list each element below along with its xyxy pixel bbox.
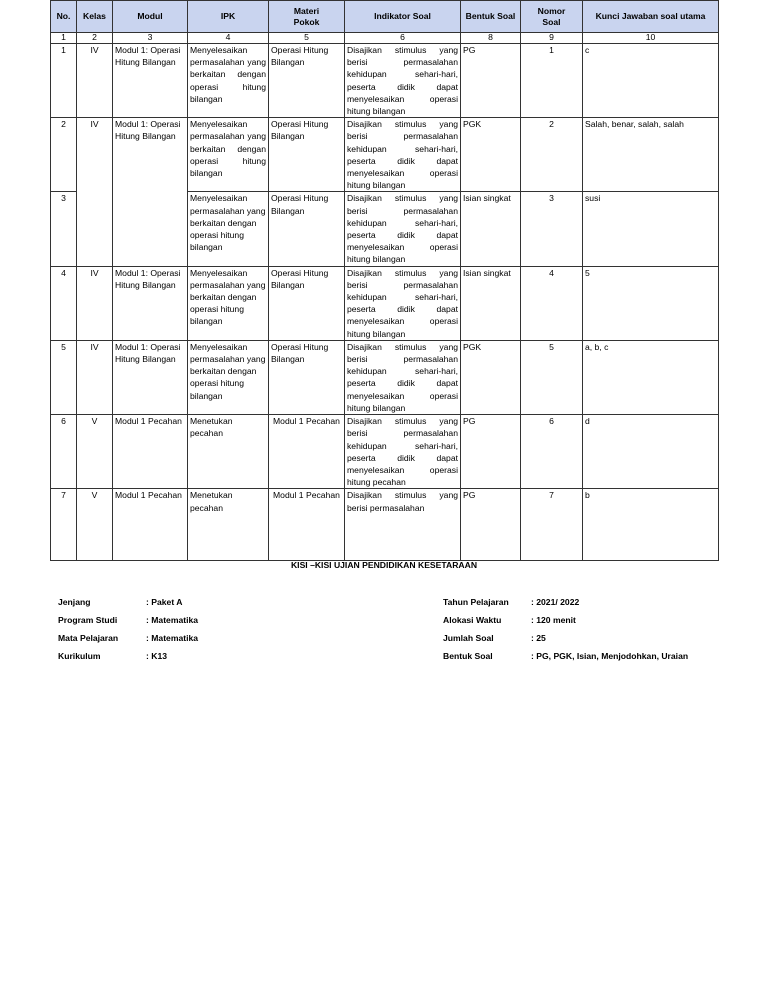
meta-row-bentuk-soal [443, 647, 688, 665]
cell-indikator-soal: Disajikan stimulus yang berisi permasalahan kehidupan sehari-hari, peserta didik dapat menyelesaikan operasi hitung pecahan [345, 415, 461, 489]
table-row [51, 118, 719, 192]
meta-value: : Matematika [146, 615, 199, 625]
cell-nomor-soal: 2 [521, 118, 583, 192]
cell-no: 3 [51, 192, 77, 266]
header-kunci-jawaban: Kunci Jawaban soal utama [583, 1, 719, 33]
meta-left-block [58, 593, 198, 665]
cell-nomor-soal: 5 [521, 340, 583, 414]
cell-kelas: IV [77, 266, 113, 340]
cell-bentuk-soal: PG [461, 415, 521, 489]
column-number: 3 [113, 33, 188, 44]
column-number: 5 [269, 33, 345, 44]
cell-ipk: Menyelesaikan permasalahan yang berkaitan dengan operasi hitung bilangan [188, 266, 269, 340]
meta-value: : 120 menit [531, 615, 576, 625]
meta-value: : Matematika [146, 633, 199, 643]
cell-materi-pokok: Modul 1 Pecahan [269, 415, 345, 489]
cell-ipk: Menyelesaikan permasalahan yang berkaitan dengan operasi hitung bilangan [188, 340, 269, 414]
cell-modul: Modul 1: Operasi Hitung Bilangan [113, 118, 188, 266]
cell-materi-pokok: Modul 1 Pecahan [269, 489, 345, 561]
table-row [51, 340, 719, 414]
cell-no: 6 [51, 415, 77, 489]
meta-key: Mata Pelajaran [58, 633, 119, 643]
meta-right-block [443, 593, 688, 665]
cell-kunci-jawaban: b [583, 489, 719, 561]
meta-row-alokasi-waktu [443, 611, 688, 629]
cell-kelas: IV [77, 340, 113, 414]
header-no: No. [51, 1, 77, 33]
header-materi-pokok: Materi Pokok [269, 1, 345, 33]
cell-ipk: Menetukan pecahan [188, 415, 269, 489]
cell-kunci-jawaban: Salah, benar, salah, salah [583, 118, 719, 192]
cell-no: 4 [51, 266, 77, 340]
cell-modul: Modul 1: Operasi Hitung Bilangan [113, 44, 188, 118]
column-number: 4 [188, 33, 269, 44]
cell-materi-pokok: Operasi Hitung Bilangan [269, 340, 345, 414]
column-number: 1 [51, 33, 77, 44]
cell-modul: Modul 1: Operasi Hitung Bilangan [113, 266, 188, 340]
meta-row-jumlah-soal [443, 629, 688, 647]
cell-kunci-jawaban: susi [583, 192, 719, 266]
cell-bentuk-soal: PG [461, 44, 521, 118]
header-indikator-soal: Indikator Soal [345, 1, 461, 33]
meta-row-tahun-pelajaran [443, 593, 688, 611]
meta-key: Jenjang [58, 597, 91, 607]
cell-nomor-soal: 3 [521, 192, 583, 266]
meta-key: Tahun Pelajaran [443, 597, 509, 607]
column-number: 2 [77, 33, 113, 44]
meta-key: Kurikulum [58, 651, 101, 661]
cell-nomor-soal: 4 [521, 266, 583, 340]
cell-nomor-soal: 1 [521, 44, 583, 118]
cell-ipk: Menyelesaikan permasalahan yang berkaitan dengan operasi hitung bilangan [188, 118, 269, 192]
cell-modul: Modul 1: Operasi Hitung Bilangan [113, 340, 188, 414]
column-number: 10 [583, 33, 719, 44]
cell-kelas: V [77, 489, 113, 561]
table-row [51, 44, 719, 118]
cell-ipk: Menyelesaikan permasalahan yang berkaitan dengan operasi hitung bilangan [188, 44, 269, 118]
table-header-row [51, 1, 719, 33]
table-row [51, 489, 719, 561]
meta-value: : 2021/ 2022 [531, 597, 580, 607]
meta-value: : Paket A [146, 597, 183, 607]
cell-materi-pokok: Operasi Hitung Bilangan [269, 192, 345, 266]
meta-value: : PG, PGK, Isian, Menjodohkan, Uraian [531, 651, 689, 661]
cell-materi-pokok: Operasi Hitung Bilangan [269, 118, 345, 192]
cell-materi-pokok: Operasi Hitung Bilangan [269, 266, 345, 340]
cell-nomor-soal: 7 [521, 489, 583, 561]
cell-kunci-jawaban: d [583, 415, 719, 489]
cell-indikator-soal: Disajikan stimulus yang berisi permasalahan [345, 489, 461, 561]
cell-no: 7 [51, 489, 77, 561]
meta-key: Jumlah Soal [443, 633, 494, 643]
cell-bentuk-soal: PG [461, 489, 521, 561]
meta-row-program-studi [58, 611, 198, 629]
kisi-kisi-table-viewport [50, 0, 718, 513]
cell-kelas: IV [77, 44, 113, 118]
cell-bentuk-soal: PGK [461, 340, 521, 414]
cell-no: 5 [51, 340, 77, 414]
cell-kelas: V [77, 415, 113, 489]
cell-indikator-soal: Disajikan stimulus yang berisi permasalahan kehidupan sehari-hari, peserta didik dapat menyelesaikan operasi hitung bilangan [345, 44, 461, 118]
cell-ipk: Menyelesaikan permasalahan yang berkaitan dengan operasi hitung bilangan [188, 192, 269, 266]
cell-bentuk-soal: Isian singkat [461, 266, 521, 340]
table-row [51, 266, 719, 340]
cell-ipk: Menetukan pecahan [188, 489, 269, 561]
cell-modul: Modul 1 Pecahan [113, 489, 188, 561]
cell-kunci-jawaban: c [583, 44, 719, 118]
header-bentuk-soal: Bentuk Soal [461, 1, 521, 33]
meta-key: Alokasi Waktu [443, 615, 502, 625]
table-row [51, 415, 719, 489]
cell-kunci-jawaban: 5 [583, 266, 719, 340]
column-number: 6 [345, 33, 461, 44]
cell-modul: Modul 1 Pecahan [113, 415, 188, 489]
header-kelas: Kelas [77, 1, 113, 33]
cell-no: 2 [51, 118, 77, 192]
meta-row-jenjang [58, 593, 198, 611]
cell-indikator-soal: Disajikan stimulus yang berisi permasalahan kehidupan sehari-hari, peserta didik dapat menyelesaikan operasi hitung bilangan [345, 118, 461, 192]
header-nomor-soal: Nomor Soal [521, 1, 583, 33]
cell-nomor-soal: 6 [521, 415, 583, 489]
cell-kunci-jawaban: a, b, c [583, 340, 719, 414]
meta-value: : 25 [531, 633, 546, 643]
meta-key: Bentuk Soal [443, 651, 493, 661]
column-number-row [51, 33, 719, 44]
document-title: KISI –KISI UJIAN PENDIDIKAN KESETARAAN [290, 560, 478, 570]
cell-indikator-soal: Disajikan stimulus yang berisi permasalahan kehidupan sehari-hari, peserta didik dapat menyelesaikan operasi hitung bilangan [345, 266, 461, 340]
meta-value: : K13 [146, 651, 168, 661]
meta-row-kurikulum [58, 647, 198, 665]
cell-materi-pokok: Operasi Hitung Bilangan [269, 44, 345, 118]
column-number: 9 [521, 33, 583, 44]
kisi-kisi-table [50, 0, 719, 561]
cell-bentuk-soal: PGK [461, 118, 521, 192]
header-ipk: IPK [188, 1, 269, 33]
cell-no: 1 [51, 44, 77, 118]
cell-indikator-soal: Disajikan stimulus yang berisi permasalahan kehidupan sehari-hari, peserta didik dapat menyelesaikan operasi hitung bilangan [345, 192, 461, 266]
meta-row-mata-pelajaran [58, 629, 198, 647]
header-modul: Modul [113, 1, 188, 33]
column-number: 8 [461, 33, 521, 44]
cell-indikator-soal: Disajikan stimulus yang berisi permasalahan kehidupan sehari-hari, peserta didik dapat menyelesaikan operasi hitung bilangan [345, 340, 461, 414]
cell-kelas: IV [77, 118, 113, 266]
meta-key: Program Studi [58, 615, 118, 625]
cell-bentuk-soal: Isian singkat [461, 192, 521, 266]
